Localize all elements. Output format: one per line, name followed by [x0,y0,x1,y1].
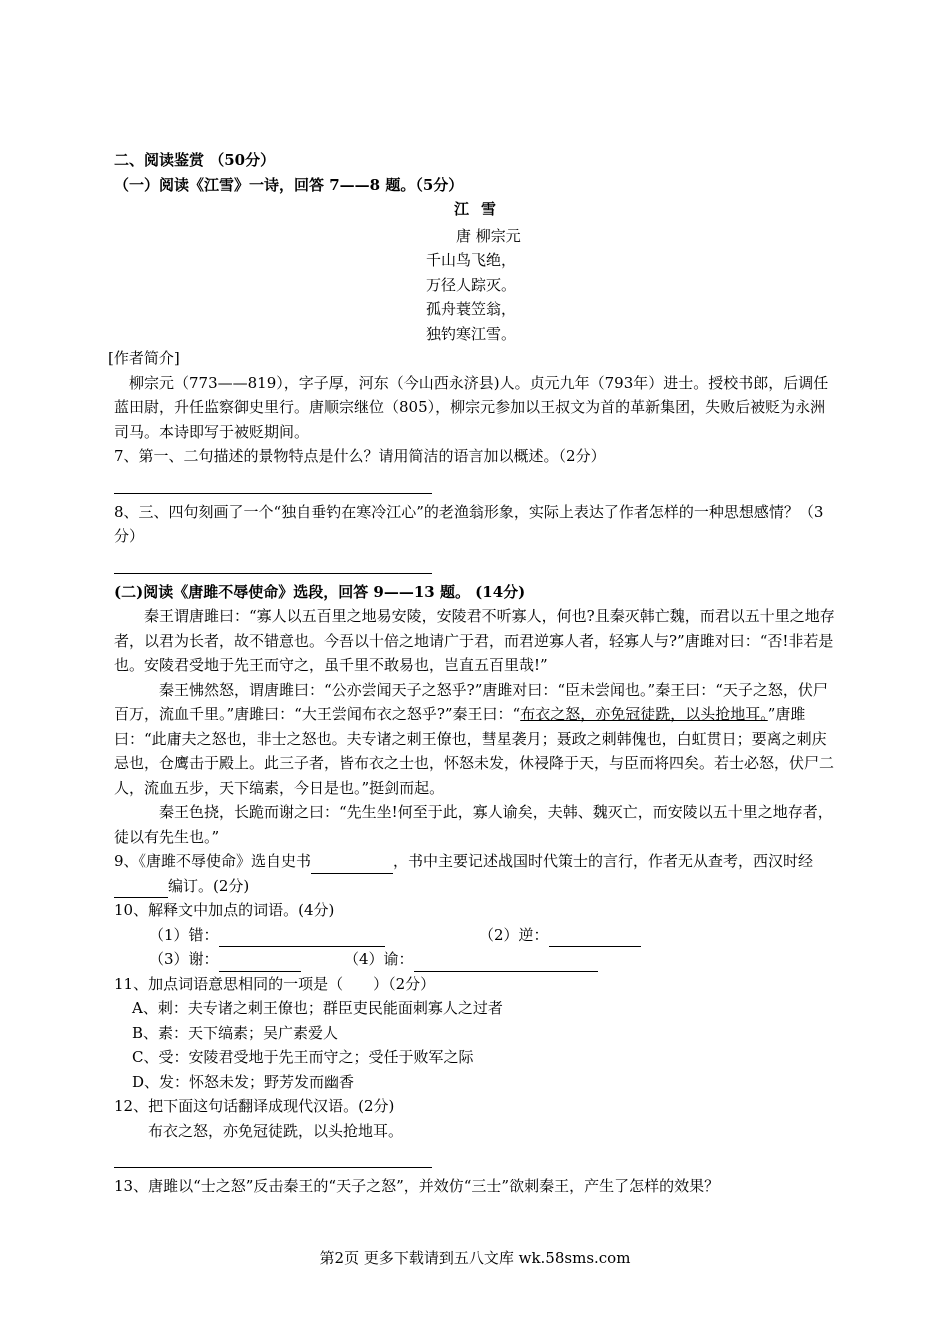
passage-paragraph-1: 秦王谓唐雎曰：“寡人以五百里之地易安陵，安陵君不听寡人，何也?且秦灭韩亡魏，而君以五十里之地存者，以君为长者，故不错意也。今吾以十倍之地请广于君，而君逆寡人者，轻寡人与?”唐雎对曰：“否!非若是也。安陵君受地于先王而守之，虽千里不敢易也，岂直五百里哉!” [114,607,835,674]
poem-line: 孤舟蓑笠翁， [426,300,517,318]
option-d[interactable]: D、发：怀怒未发；野芳发而幽香 [132,1072,355,1091]
blank-10-1[interactable] [219,928,385,947]
passage-paragraph-3: 秦王色挠，长跪而谢之曰：“先生坐!何至于此，寡人谕矣，夫韩、魏灭亡，而安陵以五十里之地存者，徒以有先生也。” [114,803,833,846]
option-c[interactable]: C、受：安陵君受地于先王而守之；受任于败军之际 [132,1048,474,1066]
question-9 [114,849,840,898]
passage-text: 秦王怫然怒，谓唐雎曰：“公亦尝闻天子之怒乎?”唐雎对曰：“臣未尝闻也。”秦王曰：“天子之怒，伏尸百万，流血千里。”唐雎曰：“大王尝闻布衣之怒乎?”秦王曰：“ [114,680,828,723]
q10-item-3: （3）谢： [149,950,219,968]
q10-item-1: （1）错： [149,925,219,944]
blank-10-2[interactable] [549,928,641,947]
option-a[interactable]: A、刺：夫专诸之刺王僚也；群臣吏民能面刺寡人之过者 [132,999,503,1017]
blank-10-3[interactable] [219,953,301,972]
answer-line-12[interactable] [114,1143,432,1168]
q10-item-4: （4）谕： [344,950,414,968]
question-9-part-b: ，书中主要记述战国时代策士的言行，作者无从查考，西汉时经 [393,852,814,870]
question-11: 11、加点词语意思相同的一项是（ ）（2分） [114,974,436,993]
poem-line: 万径人踪灭。 [426,275,517,294]
bio-text: 柳宗元（773——819），字子厚，河东（今山西永济县)人。贞元九年（793年）进士。授校书郎，后调任蓝田尉，升任监察御史里行。唐顺宗继位（805），柳宗元参加以王叔文为首的革新集团，失败后被贬为永洲司马。本诗即写于被贬期间。 [114,373,829,441]
question-12-text: 布衣之怒，亦免冠徒跣，以头抢地耳。 [148,1121,404,1140]
page-footer: 第2页 更多下载请到五八文库 wk.58sms.com [319,1249,631,1267]
question-10-row-2 [149,947,840,972]
question-7: 7、第一、二句描述的景物特点是什么？请用简洁的语言加以概述。（2分） [114,447,606,465]
question-8: 8、三、四句刻画了一个“独自垂钓在寒冷江心”的老渔翁形象，实际上表达了作者怎样的一种思想感情？（3分） [114,502,824,545]
blank-9-1[interactable] [311,855,393,874]
poem-author: 唐 柳宗元 [456,226,521,245]
exam-page [108,148,840,1199]
question-13: 13、唐雎以“士之怒”反击秦王的“天子之怒”，并效仿“三士”欲刺秦王，产生了怎样的效果？ [114,1177,720,1195]
passage-text: ”唐雎曰：“此庸夫之怒也，非士之怒也。夫专诸之刺王僚也，彗星袭月；聂政之刺韩傀也，白虹贯日；要离之刺庆忌也，仓鹰击于殿上。此三子者，皆布衣之士也，怀怒未发，休祲降于天，与臣而将四矣。若士必怒，伏尸二人，流血五步，天下缟素，今日是也。”挺剑而起。 [114,705,835,797]
answer-line-8[interactable] [114,549,432,574]
poem [426,197,840,346]
question-10-row-1 [149,923,840,948]
poem-line: 千山鸟飞绝， [426,251,517,269]
blank-10-4[interactable] [414,953,598,972]
part2-title: (二)阅读《唐雎不辱使命》选段，回答 9——13 题。 (14分) [114,582,526,601]
passage-paragraph-2 [114,678,840,801]
question-12: 12、把下面这句话翻译成现代汉语。(2分) [114,1097,395,1115]
question-9-part-c: 编订。(2分) [168,876,250,895]
blank-9-2[interactable] [114,879,168,898]
q10-item-2: （2）逆： [479,925,549,944]
poem-line: 独钓寒江雪。 [426,324,517,343]
bio-header: [作者简介] [108,349,180,367]
answer-line-7[interactable] [114,469,432,494]
question-9-part-a: 9、《唐雎不辱使命》选自史书 [114,852,312,870]
poem-title: 江雪 [454,200,509,218]
section-title: 二、阅读鉴赏 （50分） [114,151,276,169]
underlined-sentence: 布衣之怒，亦免冠徒跣，以头抢地耳。 [520,705,768,723]
question-10: 10、解释文中加点的词语。(4分) [114,901,335,919]
part1-title: （一）阅读《江雪》一诗，回答 7——8 题。（5分） [114,175,464,194]
option-b[interactable]: B、素：天下缟素；吴广素爱人 [132,1023,339,1042]
